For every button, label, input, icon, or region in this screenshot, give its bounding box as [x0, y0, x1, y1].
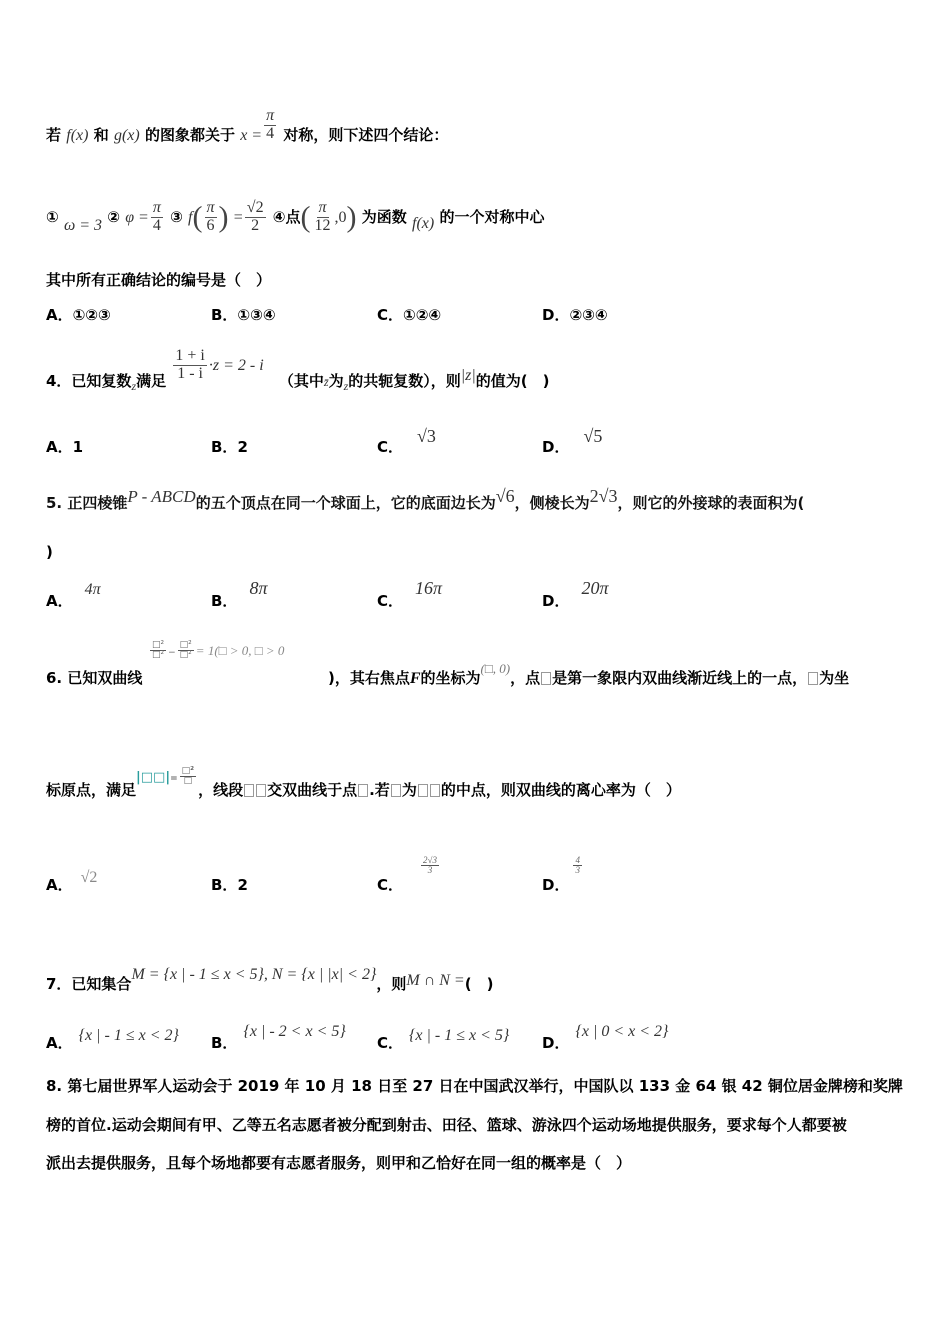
- math-f: f(x): [66, 126, 89, 144]
- math-pi-over-4: $\frac{\pi}{4}$: [266, 107, 275, 142]
- q5-stem-close: ): [46, 543, 53, 561]
- q4-stem: 4．已知复数$_z$满足 $\frac{1 + i}{1 - i}$ ·z = 2 - i （其中$_{z̄}$为$_z$的共轭复数），则|z|的值为( ): [46, 347, 550, 393]
- q6-stem-line1-rest: )，其右焦点F的坐标为(□, 0)，点 是第一象限内双曲线渐近线上的一点， 为坐: [328, 661, 850, 687]
- math-phi: φ =: [125, 208, 149, 226]
- q6-stem-line2: 标原点，满足|□□|= $\frac{\text{□²}}{□}$ ，线段 交双曲线于点 .若 为 的中点，则双曲线的离心率为（ ）: [46, 765, 681, 799]
- q8-stem-line2: 榜的首位.运动会期间有甲、乙等五名志愿者被分配到射击、田径、篮球、游泳四个运动场地提供服务，要求每个人都要被: [46, 1116, 847, 1134]
- q3-option-a[interactable]: A．①②③: [46, 306, 111, 324]
- q4-option-a[interactable]: A．1: [46, 438, 84, 456]
- q5-option-a[interactable]: A．4π: [46, 581, 101, 610]
- q3-stem-line: 若 f(x) 和 g(x) 的图象都关于 x = $\frac{\pi}{4}$ 对称，则下述四个结论：: [46, 107, 449, 144]
- q7-option-a[interactable]: A． {x | - 1 ≤ x < 2}: [46, 1027, 179, 1052]
- q7-option-d[interactable]: D．{x | 0 < x < 2}: [542, 1023, 669, 1052]
- math-hyperbola-equation: $\frac{\text{□²}}{\text{□²}}$ − $\frac{\text{□²}}{\text{□²}}$ = 1(□ > 0, □ > 0: [152, 639, 285, 660]
- math-g: g(x): [113, 126, 140, 144]
- q6-option-c[interactable]: C． $\frac{2√3}{3}$: [377, 854, 437, 894]
- math-sqrt2-over-2: $\frac{√2}{2}$: [246, 199, 264, 234]
- q4-option-b[interactable]: B．2: [211, 438, 248, 456]
- q5-option-d[interactable]: D．20π: [542, 578, 609, 610]
- q6-option-d[interactable]: D． $\frac{4}{3}$: [542, 854, 580, 894]
- q5-option-c[interactable]: C．16π: [377, 578, 443, 610]
- q3-conclusions-line: ① ω = 3 ② φ = $\frac{\pi}{4}$ ③ f( $\frac{\pi}{6}$ ) = $\frac{√2}{2}$ ④点( $\frac{\pi}{12}$ ,0) 为函数 f(x) 的一个对称中心: [46, 199, 545, 234]
- math-x-eq: x =: [240, 126, 263, 144]
- q3-option-b[interactable]: B．①③④: [211, 306, 276, 324]
- q8-stem-line3: 派出去提供服务，且每个场地都要有志愿者服务，则甲和乙恰好在同一组的概率是（ ）: [46, 1154, 632, 1172]
- q5-stem: 5. 正四棱锥P - ABCD的五个顶点在同一个球面上，它的底面边长为√6，侧棱长为2√3，则它的外接球的表面积为(: [46, 486, 805, 512]
- math-fraction-1pi-1mi: $\frac{1 + i}{1 - i}$: [175, 347, 205, 382]
- q7-stem: 7．已知集合M = {x | - 1 ≤ x < 5}, N = {x | |x| < 2}，则M ∩ N =( ): [46, 966, 494, 993]
- q6-option-b[interactable]: B．2: [211, 876, 248, 894]
- q4-option-d[interactable]: D．√5: [542, 426, 603, 456]
- q6-stem-line1: 6. 已知双曲线: [46, 669, 143, 687]
- q3-option-d[interactable]: D．②③④: [542, 306, 608, 324]
- q7-option-b[interactable]: B．{x | - 2 < x < 5}: [211, 1023, 346, 1052]
- q3-question: 其中所有正确结论的编号是（ ）: [46, 271, 272, 289]
- q6-option-a[interactable]: A． √2: [46, 869, 98, 894]
- q7-option-c[interactable]: C． {x | - 1 ≤ x < 5}: [377, 1027, 510, 1052]
- q4-option-c[interactable]: C．√3: [377, 426, 436, 456]
- q5-option-b[interactable]: B．8π: [211, 578, 268, 610]
- math-omega: ω = 3: [63, 216, 103, 234]
- q8-stem-line1: 8. 第七届世界军人运动会于 2019 年 10 月 18 日至 27 日在中国武汉举行，中国队以 133 金 64 银 42 铜位居金牌榜和奖牌: [46, 1077, 903, 1095]
- q3-option-c[interactable]: C．①②④: [377, 306, 442, 324]
